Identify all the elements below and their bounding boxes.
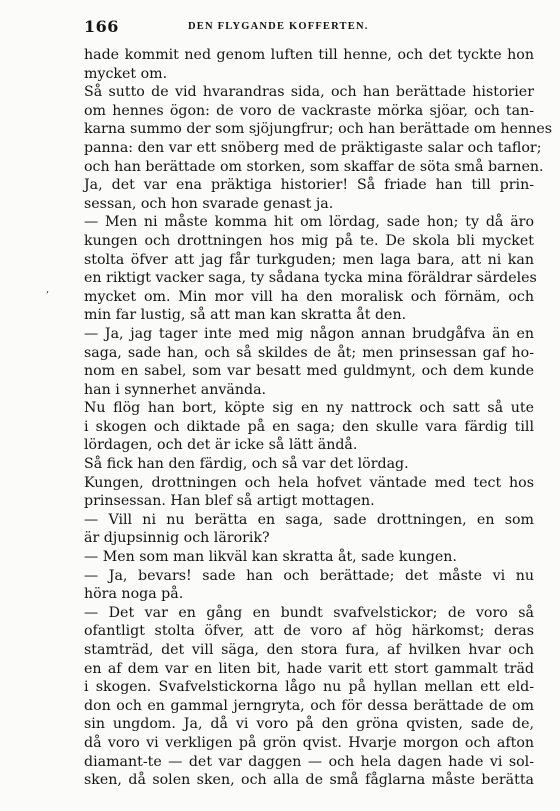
text-line: stamträd, det vill säga, den stora fura, af hvilken hvar och <box>84 642 534 658</box>
page-header <box>84 17 524 41</box>
text-line: och han berättade om storken, som skaffar de söta små barnen. <box>84 158 544 175</box>
text-line: han i synnerhet använda. <box>84 381 267 398</box>
text-line: Så sutto de vid hvarandras sida, och han berättade historier <box>84 84 534 101</box>
text-line: Nu flög han bort, köpte sig en ny nattrock och satt så ute <box>84 400 534 417</box>
text-line: Ja, det var ena präktiga historier! Så friade han till prin- <box>84 177 534 194</box>
text-line: kungen och drottningen hos mig på te. De skola bli mycket <box>84 232 534 249</box>
text-line: lördagen, och det är icke så lätt ändå. <box>84 437 358 454</box>
text-line: ofantligt stolta öfver, att de voro af hög härkomst; deras <box>84 623 534 640</box>
text-line: om hennes ögon: de voro de vackraste mörka sjöar, och tan- <box>84 102 534 119</box>
text-line: karna summo der som sjöjungfrur; och han berättade om hennes <box>84 121 553 138</box>
text-line: — Ja, jag tager inte med mig någon annan brudgåfva än en <box>84 325 534 342</box>
text-line: mycket om. Min mor vill ha den moralisk och förnäm, och <box>84 288 534 305</box>
text-line: saga, sade han, och så skildes de åt; men prinsessan gaf ho- <box>84 344 534 361</box>
text-line: diamant-te — det var daggen — och hela dagen hade vi sol- <box>84 753 534 770</box>
text-line: — Det var en gång en bundt svafvelstickor; de voro så <box>84 604 534 621</box>
text-line: prinsessan. Han blef så artigt mottagen. <box>84 493 375 510</box>
text-line: — Men som man likväl kan skratta åt, sade kungen. <box>84 549 457 566</box>
text-line: — Ja, bevars! sade han och berättade; det måste vi nu <box>84 567 534 584</box>
text-line: sessan, och hon svarade genast ja. <box>84 195 334 212</box>
text-line: sin ungdom. Ja, då vi voro på den gröna qvisten, sade de, <box>84 716 534 733</box>
text-line: sken, då solen sken, och alla de små fåglarna måste berätta <box>84 772 534 789</box>
text-line: är djupsinnig och lärorik? <box>84 530 270 547</box>
text-line: Kungen, drottningen och hela hofvet väntade med tect hos <box>84 474 534 491</box>
text-line: nom en sabel, som var besatt med guldmynt, och dem kunde <box>84 363 534 380</box>
text-line: i skogen och diktade på en saga; den skulle vara färdig till <box>84 418 534 435</box>
page-number: 166 <box>84 17 119 36</box>
text-line: då voro vi verkligen på grön qvist. Hvarje morgon och afton <box>84 734 534 751</box>
text-line: mycket om. <box>84 65 168 82</box>
text-line: — Men ni måste komma hit om lördag, sade hon; ty då äro <box>84 214 534 231</box>
text-line: Så fick han den färdig, och så var det lördag. <box>84 456 409 473</box>
text-line: stolta öfver att jag får turkguden; men laga bara, att ni kan <box>84 251 534 268</box>
text-line: i skogen. Svafvelstickorna lågo nu på hyllan mellan ett eld- <box>84 679 534 696</box>
text-line: höra noga på. <box>84 586 184 603</box>
text-line: hade kommit ned genom luften till henne, och det tyckte hon <box>84 47 534 63</box>
running-title: DEN FLYGANDE KOFFERTEN. <box>188 21 369 32</box>
margin-mark: , <box>46 284 50 295</box>
body-text <box>84 46 553 790</box>
text-line: panna: den var ett snöberg med de präktigaste salar och taflor; <box>84 139 542 156</box>
text-line: en riktigt vacker saga, ty sådana tycka mina föräldrar särdeles <box>84 270 537 287</box>
text-line: don och en gammal jerngryta, och för dessa berättade de om <box>84 697 534 714</box>
text-line: — Vill ni nu berätta en saga, sade drottningen, en som <box>84 511 534 528</box>
text-line: min far lustig, så att man kan skratta åt den. <box>84 307 407 324</box>
text-line: en af dem var en liten bit, hade varit ett stort gammalt träd <box>84 660 534 677</box>
